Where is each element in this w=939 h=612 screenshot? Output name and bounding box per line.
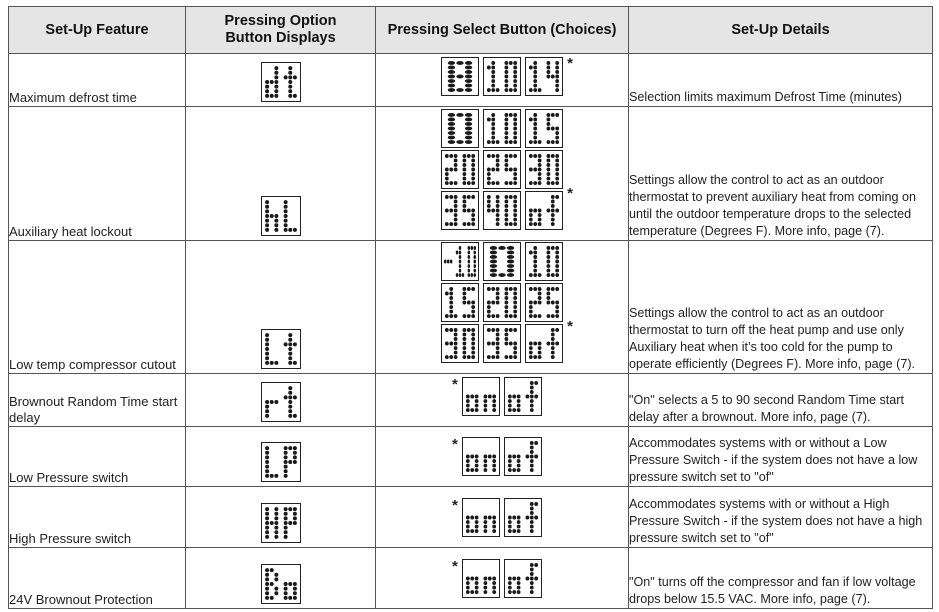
default-asterisk: * xyxy=(452,558,458,575)
header-option-line2: Button Displays xyxy=(225,30,336,46)
header-option-line1: Pressing Option xyxy=(224,13,337,29)
details-cell: "On" selects a 5 to 90 second Random Time start delay after a brownout. More info, page (7). xyxy=(629,374,933,427)
choice-display xyxy=(483,109,521,148)
choice-row xyxy=(439,190,565,231)
choice-display xyxy=(441,324,479,363)
display-cell xyxy=(186,54,376,107)
default-asterisk: * xyxy=(452,436,458,453)
details-cell: "On" turns off the compressor and fan if low voltage drops below 15.5 VAC. More info, page (7). xyxy=(629,548,933,609)
setup-features-table xyxy=(8,6,933,609)
choices-cell xyxy=(376,54,629,107)
option-display xyxy=(261,503,301,543)
choice-display xyxy=(483,283,521,322)
choice-display xyxy=(525,150,563,189)
table-row xyxy=(9,427,933,487)
choices-group xyxy=(452,436,544,480)
choice-display xyxy=(525,242,563,281)
choice-display xyxy=(441,109,479,148)
choice-display xyxy=(525,191,563,230)
option-display xyxy=(261,442,301,482)
choices-group xyxy=(452,376,544,420)
feature-cell: Auxiliary heat lockout xyxy=(9,107,186,241)
choices-cell xyxy=(376,487,629,548)
choice-row xyxy=(439,241,565,282)
choice-display xyxy=(441,283,479,322)
choices-cell xyxy=(376,241,629,374)
header-setup-details: Set-Up Details xyxy=(629,7,933,54)
default-asterisk: * xyxy=(452,497,458,514)
choice-display xyxy=(525,283,563,322)
choice-row xyxy=(460,376,544,417)
choice-row xyxy=(439,149,565,190)
default-asterisk: * xyxy=(567,55,573,72)
choice-display xyxy=(462,559,500,598)
choices-group xyxy=(452,558,544,602)
choice-display xyxy=(462,377,500,416)
choice-display xyxy=(441,191,479,230)
table-row xyxy=(9,374,933,427)
choice-display xyxy=(504,559,542,598)
default-asterisk: * xyxy=(567,318,573,335)
details-cell: Accommodates systems with or without a Low Pressure Switch - if the system does not have a low pressure switch set to "of" xyxy=(629,427,933,487)
table-row xyxy=(9,241,933,374)
choices-group xyxy=(439,108,573,234)
display-cell xyxy=(186,374,376,427)
choice-display xyxy=(504,498,542,537)
details-cell: Settings allow the control to act as an outdoor thermostat to turn off the heat pump and use only Auxiliary heat when it’s too cold for the pump to operate efficiently (Degrees F). More info, page (7). xyxy=(629,241,933,374)
choice-display xyxy=(441,242,479,281)
choices-cell xyxy=(376,107,629,241)
details-cell: Selection limits maximum Defrost Time (minutes) xyxy=(629,54,933,107)
choice-row xyxy=(460,558,544,599)
table-row xyxy=(9,54,933,107)
option-display xyxy=(261,196,301,236)
table-header-row xyxy=(9,7,933,54)
feature-cell: Maximum defrost time xyxy=(9,54,186,107)
choice-display xyxy=(441,57,479,96)
table-row xyxy=(9,548,933,609)
choice-display xyxy=(483,150,521,189)
choice-display xyxy=(483,242,521,281)
choice-display xyxy=(504,377,542,416)
feature-cell: High Pressure switch xyxy=(9,487,186,548)
choice-display xyxy=(483,324,521,363)
feature-cell: Low temp compressor cutout xyxy=(9,241,186,374)
default-asterisk: * xyxy=(567,185,573,202)
header-setup-feature: Set-Up Feature xyxy=(9,7,186,54)
option-display xyxy=(261,564,301,604)
option-display xyxy=(261,329,301,369)
choice-display xyxy=(504,437,542,476)
choice-display xyxy=(462,437,500,476)
header-select-button: Pressing Select Button (Choices) xyxy=(376,7,629,54)
choice-display xyxy=(525,324,563,363)
details-cell: Settings allow the control to act as an outdoor thermostat to prevent auxiliary heat from coming on until the outdoor temperature drops to the selected temperature (Degrees F). More info, page (7). xyxy=(629,107,933,241)
choices-cell xyxy=(376,427,629,487)
choice-row xyxy=(439,56,565,97)
choices-group xyxy=(452,497,544,541)
details-cell: Accommodates systems with or without a High Pressure Switch - if the system does not have a high pressure switch set to "of" xyxy=(629,487,933,548)
display-cell xyxy=(186,107,376,241)
choices-group xyxy=(439,241,573,367)
feature-cell: Brownout Random Time start delay xyxy=(9,374,186,427)
choice-row xyxy=(439,282,565,323)
option-display xyxy=(261,62,301,102)
choice-display xyxy=(462,498,500,537)
display-cell xyxy=(186,548,376,609)
choice-display xyxy=(483,57,521,96)
choices-group xyxy=(439,55,573,100)
choice-row xyxy=(460,497,544,538)
choice-row xyxy=(460,436,544,477)
header-option-button xyxy=(186,7,376,54)
choice-display xyxy=(525,57,563,96)
option-display xyxy=(261,382,301,422)
choice-display xyxy=(483,191,521,230)
display-cell xyxy=(186,241,376,374)
table-row xyxy=(9,487,933,548)
feature-cell: Low Pressure switch xyxy=(9,427,186,487)
table-row xyxy=(9,107,933,241)
choices-cell xyxy=(376,374,629,427)
display-cell xyxy=(186,427,376,487)
choices-cell xyxy=(376,548,629,609)
choice-row xyxy=(439,323,565,364)
feature-cell: 24V Brownout Protection xyxy=(9,548,186,609)
choice-display xyxy=(525,109,563,148)
choice-display xyxy=(441,150,479,189)
choice-row xyxy=(439,108,565,149)
default-asterisk: * xyxy=(452,376,458,393)
display-cell xyxy=(186,487,376,548)
